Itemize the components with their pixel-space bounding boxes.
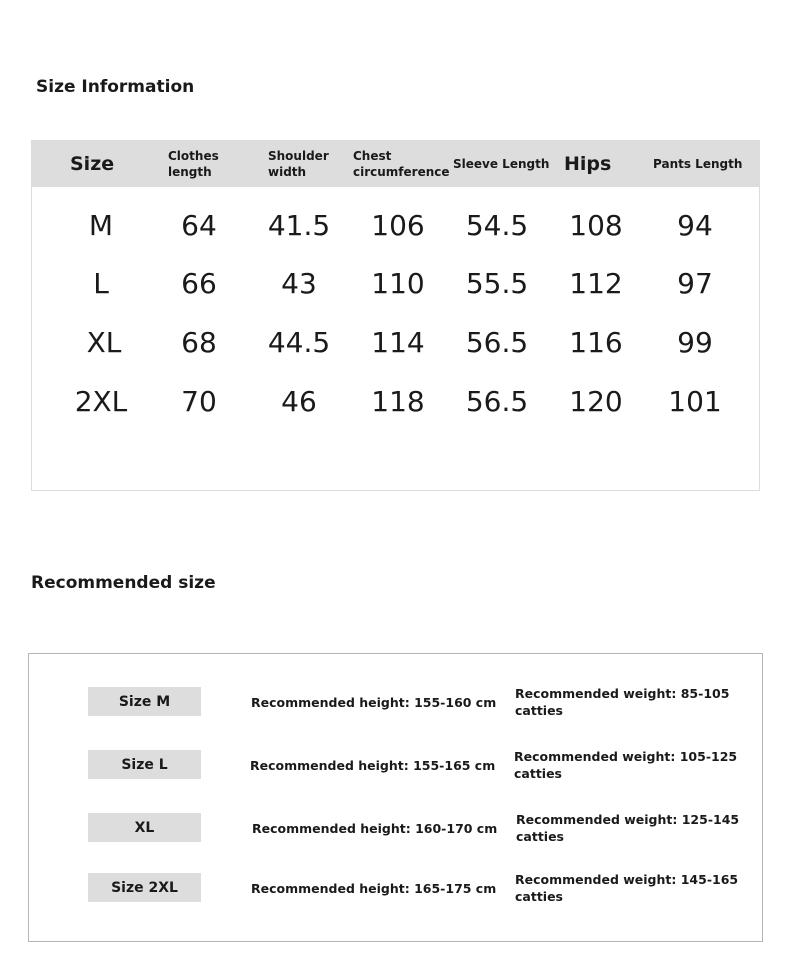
cell-sleeve-length: 54.5: [465, 208, 529, 242]
cell-pants-length: 97: [677, 266, 713, 300]
recommended-height: Recommended height: 155-165 cm: [250, 757, 496, 773]
recommended-height: Recommended height: 155-160 cm: [251, 694, 497, 710]
cell-clothes-length: 70: [181, 384, 217, 418]
cell-clothes-length: 66: [181, 266, 217, 300]
cell-hips: 120: [569, 384, 623, 418]
recommended-height: Recommended height: 165-175 cm: [251, 880, 497, 896]
cell-chest: 106: [371, 208, 425, 242]
recommended-size-label: Size 2XL: [88, 873, 201, 902]
cell-chest: 114: [371, 325, 425, 359]
cell-sleeve-length: 56.5: [465, 325, 529, 359]
header-clothes-length: Clothes length: [168, 149, 219, 179]
recommended-row: [29, 808, 762, 848]
table-row: [32, 200, 759, 250]
cell-shoulder-width: 46: [281, 384, 317, 418]
header-hips: Hips: [564, 153, 612, 175]
table-row: [32, 317, 759, 367]
header-sleeve-length: Sleeve Length: [453, 157, 550, 171]
cell-size: XL: [86, 325, 122, 359]
header-pants-length: Pants Length: [653, 157, 743, 171]
cell-shoulder-width: 41.5: [267, 208, 331, 242]
cell-sleeve-length: 55.5: [465, 266, 529, 300]
cell-clothes-length: 68: [181, 325, 217, 359]
size-table: [31, 140, 760, 491]
recommended-row: [29, 745, 762, 785]
cell-size: 2XL: [74, 384, 128, 418]
cell-hips: 116: [569, 325, 623, 359]
cell-pants-length: 99: [677, 325, 713, 359]
recommended-weight: Recommended weight: 105-125 catties: [514, 749, 738, 781]
cell-sleeve-length: 56.5: [465, 384, 529, 418]
recommended-row: [29, 868, 762, 908]
cell-hips: 112: [569, 266, 623, 300]
cell-chest: 110: [371, 266, 425, 300]
recommended-weight: Recommended weight: 145-165 catties: [515, 872, 739, 904]
cell-shoulder-width: 44.5: [267, 325, 331, 359]
cell-chest: 118: [371, 384, 425, 418]
cell-hips: 108: [569, 208, 623, 242]
cell-size: M: [88, 208, 114, 242]
recommended-weight: Recommended weight: 85-105 catties: [515, 686, 730, 718]
table-row: [32, 376, 759, 426]
recommended-size-box: [28, 653, 763, 942]
cell-size: L: [93, 266, 109, 300]
size-information-title: Size Information: [36, 77, 195, 97]
recommended-size-title: Recommended size: [31, 573, 216, 593]
recommended-height: Recommended height: 160-170 cm: [252, 820, 498, 836]
size-table-header: [32, 141, 759, 187]
header-size: Size: [70, 153, 115, 175]
cell-pants-length: 101: [668, 384, 722, 418]
recommended-row: [29, 682, 762, 722]
recommended-size-label: Size L: [88, 750, 201, 779]
header-chest-circumference: Chest circumference: [353, 149, 450, 179]
table-row: [32, 258, 759, 308]
recommended-size-label: XL: [88, 813, 201, 842]
recommended-weight: Recommended weight: 125-145 catties: [516, 812, 740, 844]
cell-shoulder-width: 43: [281, 266, 317, 300]
cell-pants-length: 94: [677, 208, 713, 242]
recommended-size-label: Size M: [88, 687, 201, 716]
header-shoulder-width: Shoulder width: [268, 149, 329, 179]
cell-clothes-length: 64: [181, 208, 217, 242]
